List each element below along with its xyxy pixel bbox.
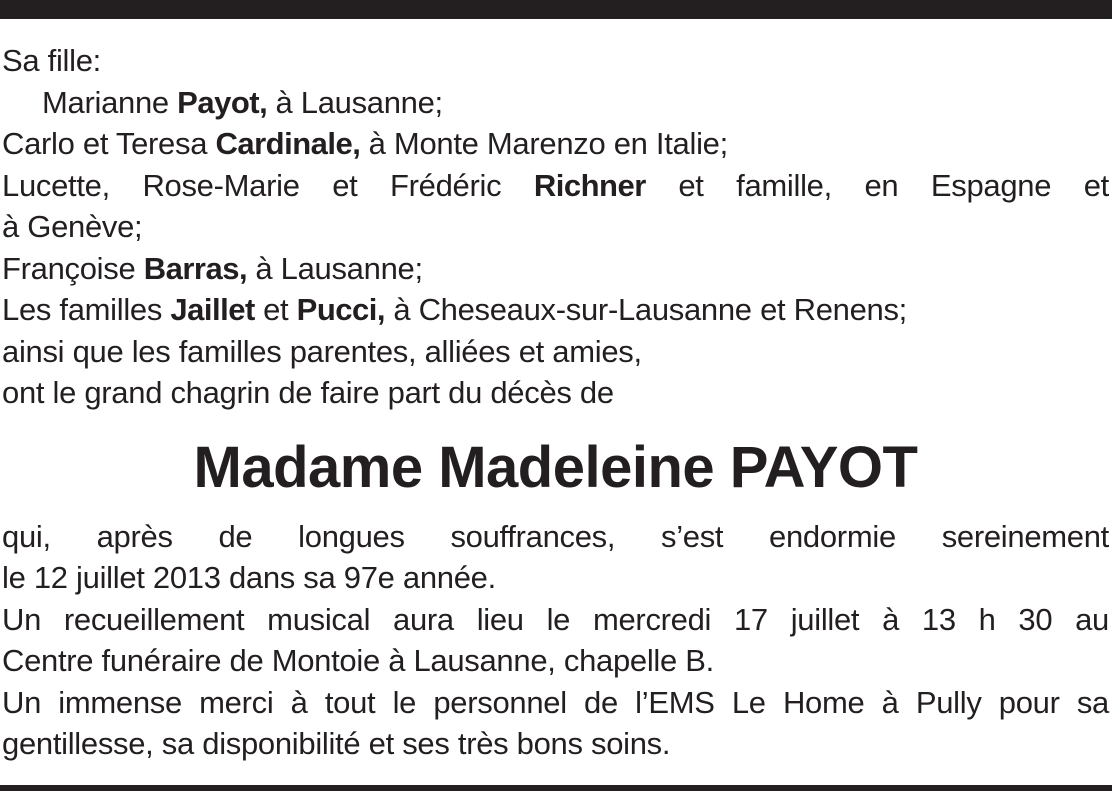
detail-line: Centre funéraire de Montoie à Lausanne, chapelle B. [2,643,714,678]
detail-line: gentillesse, sa disponibilité et ses très bons soins. [2,726,671,761]
family-name-barras: Barras, [143,250,248,286]
family-line-richner-continued: à Genève; [2,209,143,244]
detail-line: Un recueillement musical aura lieu le mercredi 17 juillet à 13 h 30 au [2,601,1109,637]
family-line-barras: Françoise Barras, à Lausanne; [2,250,423,286]
family-name-payot: Payot, [177,84,268,120]
detail-line: le 12 juillet 2013 dans sa 97e année. [2,560,496,595]
detail-line: Un immense merci à tout le personnel de l’EMS Le Home à Pully pour sa [2,684,1109,720]
intro-label: Sa fille: [2,43,101,78]
deceased-name: Madame Madeleine PAYOT [193,434,918,500]
family-line-richner: Lucette, Rose-Marie et Frédéric Richner et famille, en Espagne et [2,167,1109,203]
detail-line: qui, après de longues souffrances, s’est endormie sereinement [2,518,1109,554]
bottom-rule [0,785,1112,791]
family-name-richner: Richner [533,167,646,203]
family-line-cardinale: Carlo et Teresa Cardinale, à Monte Marenzo en Italie; [2,126,728,161]
family-line-jaillet-pucci: Les familles Jaillet et Pucci, à Cheseaux-sur-Lausanne et Renens; [2,292,907,327]
family-name-cardinale: Cardinale, [215,126,361,161]
obituary-notice [2,40,1109,765]
closing-line: ainsi que les familles parentes, alliées et amies, [2,333,642,369]
closing-line: ont le grand chagrin de faire part du décès de [2,375,614,410]
family-name-jaillet: Jaillet [170,292,255,327]
family-line-payot: Marianne Payot, à Lausanne; [42,84,443,120]
family-name-pucci: Pucci, [296,292,385,327]
top-rule [0,0,1112,19]
